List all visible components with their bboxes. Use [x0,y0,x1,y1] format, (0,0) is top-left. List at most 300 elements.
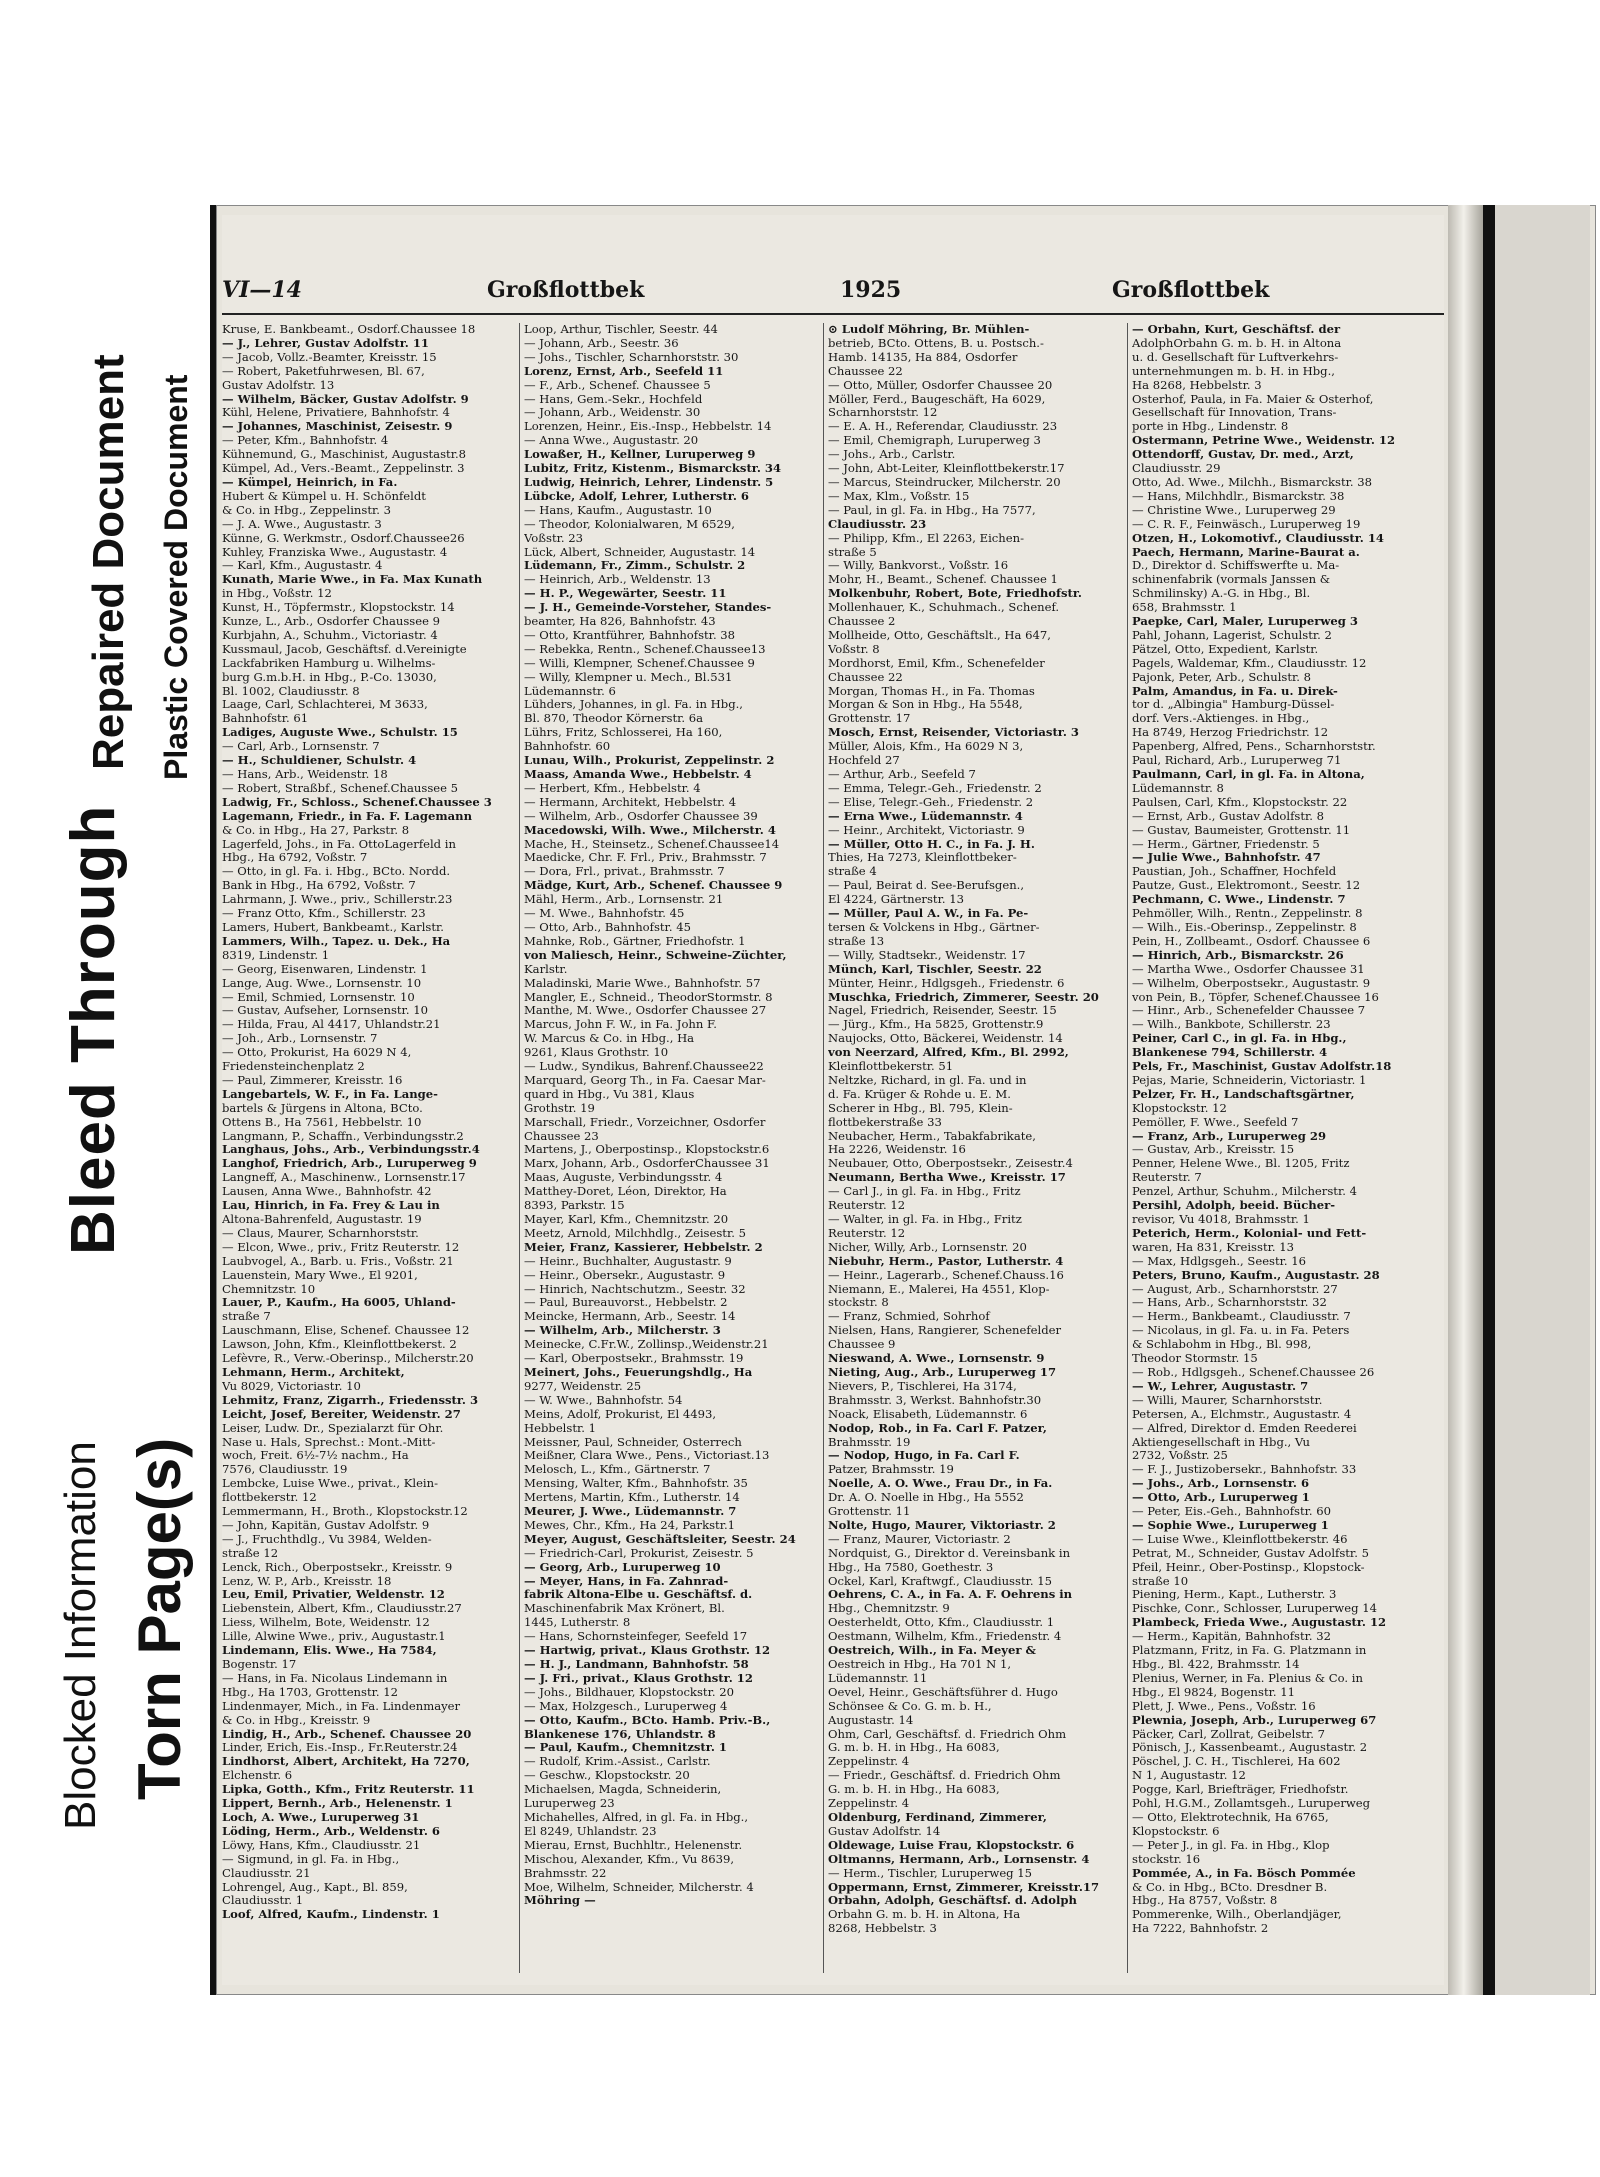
directory-entry: Penner, Helene Wwe., Bl. 1205, Fritz [1132,1157,1350,1171]
directory-entry: — Carl J., in gl. Fa. in Hbg., Fritz [828,1185,1021,1199]
directory-entry: — Dora, Frl., privat., Brahmsstr. 7 [524,865,725,879]
directory-entry: Nagel, Friedrich, Reisender, Seestr. 15 [828,1004,1057,1018]
directory-entry: von Neerzard, Alfred, Kfm., Bl. 2992, [828,1046,1069,1060]
directory-entry: Scharnhorststr. 12 [828,406,938,420]
directory-entry: Chaussee 2 [828,615,896,629]
directory-entry: Lück, Albert, Schneider, Augustastr. 14 [524,545,756,559]
directory-entry: — Otto, Arb., Bahnhofstr. 45 [524,920,691,934]
directory-entry: — M. Wwe., Bahnhofstr. 45 [524,907,685,921]
directory-entry: Peterich, Herm., Kolonial- und Fett- [1132,1226,1367,1240]
directory-entry: Schmilinsky) A.-G. in Hbg., Bl. [1132,587,1311,601]
directory-entry: Lohrengel, Aug., Kapt., Bl. 859, [222,1880,408,1894]
directory-entry: Persihl, Adolph, beeid. Bücher- [1132,1199,1336,1213]
directory-entry: Langneff, A., Maschinenw., Lornsenstr.17 [222,1171,466,1185]
directory-entry: Liebenstein, Albert, Kfm., Claudiusstr.27 [222,1602,462,1616]
directory-entry: Pautze, Gust., Elektromont., Seestr. 12 [1132,879,1361,893]
directory-entry: Chaussee 22 [828,670,903,684]
directory-entry: Otto, Ad. Wwe., Milchh., Bismarckstr. 38 [1132,475,1373,489]
directory-entry: Kümpel, Ad., Vers.-Beamt., Zeppelinstr. 3 [222,462,465,476]
directory-entry: Naujocks, Otto, Bäckerei, Weidenstr. 14 [828,1032,1063,1046]
directory-entry: Marquard, Georg Th., in Fa. Caesar Mar- [524,1073,766,1087]
directory-entry: Nodop, Rob., in Fa. Carl F. Patzer, [828,1421,1047,1435]
directory-entry: Oesterheldt, Otto, Kfm., Claudiusstr. 1 [828,1616,1055,1630]
directory-entry: Kunze, L., Arb., Osdorfer Chaussee 9 [222,615,441,629]
directory-entry: Mensing, Walter, Kfm., Bahnhofstr. 35 [524,1477,748,1491]
directory-entry: Lüdemann, Fr., Zimm., Schulstr. 2 [524,559,746,573]
directory-entry: Lübcke, Adolf, Lehrer, Lutherstr. 6 [524,489,749,503]
directory-entry: — Otto, Kaufm., BCto. Hamb. Priv.-B., [524,1713,771,1727]
directory-entry: Kühnemund, G., Maschinist, Augustastr.8 [222,448,467,462]
directory-entry: betrieb, BCto. Ottens, B. u. Postsch.- [828,336,1044,350]
directory-entry: stockstr. 8 [828,1296,889,1310]
directory-entry: — John, Abt-Leiter, Kleinflottbekerstr.17 [828,462,1065,476]
directory-entry: Platzmann, Fritz, in Fa. G. Platzmann in [1132,1644,1367,1658]
directory-entry: Loop, Arthur, Tischler, Seestr. 44 [524,323,718,336]
directory-entry: Piening, Herm., Kapt., Lutherstr. 3 [1132,1588,1337,1602]
directory-entry: Lehmitz, Franz, Zigarrh., Friedensstr. 3 [222,1393,479,1407]
directory-entry: Bahnhofstr. 60 [524,740,611,754]
directory-entry: Pehmöller, Wilh., Rentn., Zeppelinstr. 8 [1132,907,1363,921]
directory-entry: Nordquist, G., Direktor d. Vereinsbank in [828,1546,1071,1560]
directory-entry: — Paul, Kaufm., Chemnitzstr. 1 [524,1741,727,1755]
directory-entry: Martens, J., Oberpostinsp., Klopstockstr.6 [524,1143,770,1157]
directory-entry: — Orbahn, Kurt, Geschäftsf. der [1132,323,1341,336]
directory-entry: — Franz, Arb., Luruperweg 29 [1132,1129,1327,1143]
directory-entry: — Kümpel, Heinrich, in Fa. [222,475,398,489]
directory-entry: — Otto, Krantführer, Bahnhofstr. 38 [524,628,736,642]
directory-entry: Reuterstr. 12 [828,1199,906,1213]
directory-entry: — W. Wwe., Bahnhofstr. 54 [524,1393,683,1407]
directory-entry: — J., Lehrer, Gustav Adolfstr. 11 [222,336,429,350]
directory-entry: Lehmann, Herm., Architekt, [222,1365,405,1379]
directory-entry: — Hartwig, privat., Klaus Grothstr. 12 [524,1644,771,1658]
directory-entry: Münter, Heinr., Hdlgsgeh., Friedenstr. 6 [828,976,1065,990]
directory-entry: — Hinrich, Arb., Bismarckstr. 26 [1132,948,1344,962]
directory-entry: — Herm., Gärtner, Friedenstr. 5 [1132,837,1320,851]
directory-entry: — Claus, Maurer, Scharnhorststr. [222,1226,419,1240]
directory-entry: Lackfabriken Hamburg u. Wilhelms- [222,656,436,670]
directory-entry: Chaussee 22 [828,364,903,378]
directory-entry: Ostermann, Petrine Wwe., Weidenstr. 12 [1132,434,1396,448]
directory-entry: & Co. in Hbg., Kreisstr. 9 [222,1713,371,1727]
directory-entry: Molkenbuhr, Robert, Bote, Friedhofstr. [828,587,1082,601]
directory-entry: — Georg, Arb., Luruperweg 10 [524,1560,721,1574]
directory-entry: Künne, G. Werkmstr., Osdorf.Chaussee26 [222,531,465,545]
directory-entry: Theodor Stormstr. 15 [1132,1352,1258,1366]
directory-entry: Plenius, Werner, in Fa. Plenius & Co. in [1132,1671,1363,1685]
directory-entry: — Elcon, Wwe., priv., Fritz Reuterstr. 12 [222,1240,460,1254]
directory-entry: — Wilhelm, Arb., Osdorfer Chaussee 39 [524,809,758,823]
directory-entry: Orbahn, Adolph, Geschäftsf. d. Adolph [828,1894,1077,1908]
directory-entry: Plambeck, Frieda Wwe., Augustastr. 12 [1132,1616,1387,1630]
directory-entry: Niebuhr, Herm., Pastor, Lutherstr. 4 [828,1254,1064,1268]
directory-entry: Otzen, H., Lokomotivf., Claudiusstr. 14 [1132,531,1384,545]
directory-entry: — Hans, Milchhdlr., Bismarckstr. 38 [1132,489,1345,503]
directory-entry: Meyer, August, Geschäftsleiter, Seestr. 24 [524,1532,796,1546]
directory-entry: Chaussee 9 [828,1338,896,1352]
directory-entry: — Rob., Hdlgsgeh., Schenef.Chaussee 26 [1132,1365,1375,1379]
directory-entry: Oldenburg, Ferdinand, Zimmerer, [828,1810,1047,1824]
directory-entry: — Elise, Telegr.-Geh., Friedenstr. 2 [828,795,1034,809]
directory-entry: Müller, Alois, Kfm., Ha 6029 N 3, [828,740,1024,754]
directory-entry: Marschall, Friedr., Vorzeichner, Osdorfer [524,1115,766,1129]
directory-entry: Lembcke, Luise Wwe., privat., Klein- [222,1477,439,1491]
directory-entry: — Hinrich, Nachtschutzm., Seestr. 32 [524,1282,746,1296]
directory-entry: Hamb. 14135, Ha 884, Osdorfer [828,350,1018,364]
directory-entry: — Jürg., Kfm., Ha 5825, Grottenstr.9 [828,1018,1044,1032]
directory-entry: Lahrmann, J. Wwe., priv., Schillerstr.23 [222,893,453,907]
directory-entry: Osterhof, Paula, in Fa. Maier & Osterhof, [1132,392,1374,406]
directory-entry: — Willy, Stadtsekr., Weidenstr. 17 [828,948,1026,962]
directory-entry: Hbg., El 9824, Bogenstr. 11 [1132,1685,1295,1699]
directory-entry: dorf. Vers.-Aktienges. in Hbg., [1132,712,1310,726]
directory-entry: Papenberg, Alfred, Pens., Scharnhorststr. [1132,740,1376,754]
directory-entry: waren, Ha 831, Kreisstr. 13 [1132,1240,1295,1254]
directory-entry: Peiner, Carl C., in gl. Fa. in Hbg., [1132,1032,1347,1046]
directory-entry: Grottenstr. 17 [828,712,911,726]
directory-entry: Kunst, H., Töpfermstr., Klopstockstr. 14 [222,601,455,615]
place-heading-left: Großflottbek [487,277,645,303]
directory-entry: Paepke, Carl, Maler, Luruperweg 3 [1132,615,1358,629]
column-divider [519,323,520,1973]
directory-entry: — Ernst, Arb., Gustav Adolfstr. 8 [1132,809,1325,823]
directory-entry: Lubitz, Fritz, Kistenm., Bismarckstr. 34 [524,462,782,476]
directory-entry: — Julie Wwe., Bahnhofstr. 47 [1132,851,1321,865]
directory-entry: Muschka, Friedrich, Zimmerer, Seestr. 20 [828,990,1099,1004]
directory-entry: Brahmsstr. 19 [828,1435,911,1449]
directory-entry: Päcker, Carl, Zollrat, Geibelstr. 7 [1132,1727,1325,1741]
directory-entry: Lagerfeld, Johs., in Fa. OttoLagerfeld in [222,837,456,851]
directory-entry: — Herbert, Kfm., Hebbelstr. 4 [524,781,701,795]
directory-entry: — Hermann, Architekt, Hebbelstr. 4 [524,795,737,809]
directory-entry: — Rebekka, Rentn., Schenef.Chaussee13 [524,642,766,656]
directory-entry: Kurbjahn, A., Schuhm., Victoriastr. 4 [222,628,438,642]
directory-entry: Mohr, H., Beamt., Schenef. Chaussee 1 [828,573,1058,587]
directory-entry: — Heinr., Lagerarb., Schenef.Chauss.16 [828,1268,1064,1282]
directory-entry: — Herm., Bankbeamt., Claudiusstr. 7 [1132,1310,1351,1324]
directory-entry: Bahnhofstr. 61 [222,712,309,726]
directory-entry: Lange, Aug. Wwe., Lornsenstr. 10 [222,976,422,990]
directory-entry: Ottendorff, Gustav, Dr. med., Arzt, [1132,448,1354,462]
directory-entry: Mähl, Herm., Arb., Lornsenstr. 21 [524,893,724,907]
directory-entry: & Co. in Hbg., BCto. Dresdner B. [1132,1880,1328,1894]
directory-entry: Mahnke, Rob., Gärtner, Friedhofstr. 1 [524,934,746,948]
directory-entry: — Müller, Paul A. W., in Fa. Pe- [828,907,1029,921]
directory-entry: — Wilhelm, Bäcker, Gustav Adolfstr. 9 [222,392,469,406]
directory-entry: — Marcus, Steindrucker, Milcherstr. 20 [828,475,1061,489]
directory-entry: Lauenstein, Mary Wwe., El 9201, [222,1268,418,1282]
directory-entry: — Hinr., Arb., Schenefelder Chaussee 7 [1132,1004,1366,1018]
directory-entry: Lagemann, Friedr., in Fa. F. Lagemann [222,809,473,823]
directory-entry: von Pein, B., Töpfer, Schenef.Chaussee 16 [1132,990,1379,1004]
directory-entry: stockstr. 16 [1132,1852,1201,1866]
directory-entry: Lauschmann, Elise, Schenef. Chaussee 12 [222,1324,470,1338]
directory-entry: Hbg., Ha 1703, Grottenstr. 12 [222,1685,399,1699]
directory-entry: Laubvogel, A., Barb. u. Fris., Voßstr. 21 [222,1254,454,1268]
directory-entry: Claudiusstr. 29 [1132,462,1221,476]
label-repaired-document: Repaired Document [84,354,133,770]
directory-entry: — Robert, Paketfuhrwesen, Bl. 67, [222,364,425,378]
directory-entry: — Arthur, Arb., Seefeld 7 [828,768,976,781]
directory-entry: Pahl, Johann, Lagerist, Schulstr. 2 [1132,628,1332,642]
column-divider [823,323,824,1973]
directory-entry: — Luise Wwe., Kleinflottbekerstr. 46 [1132,1532,1348,1546]
directory-entry: bartels & Jürgens in Altona, BCto. [222,1101,423,1115]
column-2 [524,323,816,1973]
directory-entry: Kruse, E. Bankbeamt., Osdorf.Chaussee 18 [222,323,476,336]
directory-entry: — Max, Klm., Voßstr. 15 [828,489,970,503]
directory-entry: Oestreich in Hbg., Ha 701 N 1, [828,1658,1012,1671]
directory-entry: Gesellschaft für Innovation, Trans- [1132,406,1337,420]
directory-entry: Ohm, Carl, Geschäftsf. d. Friedrich Ohm [828,1727,1067,1741]
directory-entry: — Willi, Klempner, Schenef.Chaussee 9 [524,656,755,670]
directory-entry: Mosch, Ernst, Reisender, Victoriastr. 3 [828,726,1079,740]
directory-entry: Claudiusstr. 23 [828,517,927,531]
directory-entry: — Hans, in Fa. Nicolaus Lindemann in [222,1671,448,1685]
directory-entry: Niemann, E., Malerei, Ha 4551, Klop- [828,1282,1050,1296]
directory-entry: Mache, H., Steinsetz., Schenef.Chaussee14 [524,837,780,851]
directory-entry: Ladwig, Fr., Schloss., Schenef.Chaussee 3 [222,795,492,809]
directory-entry: Friedensteinchenplatz 2 [222,1060,365,1074]
directory-entry: Neubauer, Otto, Oberpostsekr., Zeisestr.4 [828,1157,1073,1171]
directory-entry: Hbg., Ha 7580, Goethestr. 3 [828,1560,994,1574]
directory-entry: — H., Schuldiener, Schulstr. 4 [222,754,417,768]
directory-entry: AdolphOrbahn G. m. b. H. in Altona [1132,336,1342,350]
directory-entry: Luruperweg 23 [524,1797,615,1811]
directory-entry: Mewes, Chr., Kfm., Ha 24, Parkstr.1 [524,1518,736,1532]
directory-entry: — Robert, Straßbf., Schenef.Chaussee 5 [222,781,459,795]
directory-entry: Langhof, Friedrich, Arb., Luruperweg 9 [222,1157,477,1171]
directory-entry: Oltmanns, Hermann, Arb., Lornsenstr. 4 [828,1852,1090,1866]
directory-entry: Chaussee 23 [524,1129,599,1143]
directory-entry: Oldewage, Luise Frau, Klopstockstr. 6 [828,1838,1075,1852]
directory-entry: — Emil, Schmied, Lornsenstr. 10 [222,990,415,1004]
directory-entry: Möller, Ferd., Baugeschäft, Ha 6029, [828,392,1046,406]
directory-entry: Voßstr. 23 [524,531,584,545]
directory-entry: Lorenzen, Heinr., Eis.-Insp., Hebbelstr. 14 [524,420,772,434]
directory-entry: Meinert, Johs., Feuerungshdlg., Ha [524,1365,753,1379]
directory-entry: — Johann, Arb., Seestr. 36 [524,336,679,350]
directory-entry: Hbg., Chemnitzstr. 9 [828,1602,950,1616]
directory-entry: & Co. in Hbg., Ha 27, Parkstr. 8 [222,823,410,837]
directory-entry: — Otto, in gl. Fa. i. Hbg., BCto. Nordd. [222,865,451,879]
directory-entry: Kussmaul, Jacob, Geschäftsf. d.Vereinigte [222,642,467,656]
directory-entry: Pogge, Karl, Briefträger, Friedhofstr. [1132,1783,1349,1797]
year-heading: 1925 [840,277,902,303]
directory-entry: Maas, Auguste, Verbindungsstr. 4 [524,1171,723,1185]
directory-entry: Meissner, Paul, Schneider, Osterrech [524,1435,742,1449]
directory-entry: Ockel, Karl, Kraftwgf., Claudiusstr. 15 [828,1574,1053,1588]
directory-entry: Maass, Amanda Wwe., Hebbelstr. 4 [524,768,752,781]
directory-entry: — Anna Wwe., Augustastr. 20 [524,434,699,448]
directory-entry: Meißner, Clara Wwe., Pens., Victoriast.13 [524,1449,770,1463]
directory-entry: Oestreich, Wilh., in Fa. Meyer & [828,1644,1036,1658]
directory-entry: — Johs., Arb., Carlstr. [828,448,956,462]
directory-entry: — Karl, Kfm., Augustastr. 4 [222,559,383,573]
directory-entry: Gustav Adolfstr. 14 [828,1824,941,1838]
directory-entry: Vu 8029, Victoriastr. 10 [222,1379,361,1393]
directory-entry: Oestmann, Wilhelm, Kfm., Friedenstr. 4 [828,1630,1062,1644]
directory-entry: Patzer, Brahmsstr. 19 [828,1463,954,1477]
directory-entry: — Sophie Wwe., Luruperweg 1 [1132,1518,1329,1532]
directory-entry: Langmann, P., Schaffn., Verbindungsstr.2 [222,1129,464,1143]
directory-entry: u. d. Gesellschaft für Luftverkehrs- [1132,350,1339,364]
directory-entry: — Herm., Kapitän, Bahnhofstr. 32 [1132,1630,1332,1644]
directory-entry: Leiser, Ludw. Dr., Spezialarzt für Ohr. [222,1421,444,1435]
directory-entry: — Wilh., Bankbote, Schillerstr. 23 [1132,1018,1331,1032]
binding-edge [1448,205,1483,1995]
directory-entry: Mordhorst, Emil, Kfm., Schenefelder [828,656,1045,670]
directory-entry: Macedowski, Wilh. Wwe., Milcherstr. 4 [524,823,776,837]
directory-entry: beamter, Ha 826, Bahnhofstr. 43 [524,615,716,629]
directory-entry: 2732, Voßstr. 25 [1132,1449,1228,1463]
directory-entry: Bl. 870, Theodor Körnerstr. 6a [524,712,704,726]
directory-entry: — August, Arb., Scharnhorststr. 27 [1132,1282,1338,1296]
directory-entry: — Geschw., Klopstockstr. 20 [524,1769,690,1783]
directory-entry: — Willy, Bankvorst., Voßstr. 16 [828,559,1009,573]
directory-entry: 8268, Hebbelstr. 3 [828,1922,937,1936]
directory-entry: — Hans, Schornsteinfeger, Seefeld 17 [524,1630,748,1644]
directory-entry: Lenck, Rich., Oberpostsekr., Kreisstr. 9 [222,1560,453,1574]
directory-entry: — Ludw., Syndikus, Bahrenf.Chaussee22 [524,1060,764,1074]
directory-entry: burg G.m.b.H. in Hbg., P.-Co. 13030, [222,670,437,684]
directory-entry: — Hans, Kaufm., Augustastr. 10 [524,503,712,517]
column-4 [1132,323,1424,1973]
directory-entry: — Emma, Telegr.-Geh., Friedenstr. 2 [828,781,1042,795]
directory-entry: Grottenstr. 11 [828,1505,911,1519]
directory-entry: — Emil, Chemigraph, Luruperweg 3 [828,434,1041,448]
directory-entry: — J., Fruchthdlg., Vu 3984, Welden- [222,1532,432,1546]
directory-entry: Petersen, A., Elchmstr., Augustastr. 4 [1132,1407,1352,1421]
directory-entry: Nolte, Hugo, Maurer, Viktoriastr. 2 [828,1518,1056,1532]
directory-entry: — Rudolf, Krim.-Assist., Carlstr. [524,1755,711,1769]
directory-entry: Lipka, Gotth., Kfm., Fritz Reuterstr. 11 [222,1783,475,1797]
directory-entry: Meetz, Arnold, Milchhdlg., Zeisestr. 5 [524,1226,746,1240]
directory-entry: Paech, Hermann, Marine-Baurat a. [1132,545,1360,559]
directory-entry: — Gustav, Aufseher, Lornsenstr. 10 [222,1004,428,1018]
directory-entry: — H. P., Wegewärter, Seestr. 11 [524,587,727,601]
directory-entry: Lippert, Bernh., Arb., Helenenstr. 1 [222,1797,453,1811]
directory-entry: Nase u. Hals, Sprechst.: Mont.-Mitt- [222,1435,436,1449]
directory-entry: 7576, Claudiusstr. 19 [222,1463,348,1477]
adjacent-page-edge [1495,205,1590,1995]
directory-entry: Löding, Herm., Arb., Weldenstr. 6 [222,1824,440,1838]
directory-entry: Pischke, Conr., Schlosser, Luruperweg 14 [1132,1602,1377,1616]
directory-entry: — J. A. Wwe., Augustastr. 3 [222,517,382,531]
directory-entry: Karlstr. [524,962,568,976]
directory-entry: Kühl, Helene, Privatiere, Bahnhofstr. 4 [222,406,450,420]
directory-entry: — Paul, Zimmerer, Kreisstr. 16 [222,1073,403,1087]
directory-entry: Bogenstr. 17 [222,1658,297,1671]
directory-entry: Peters, Bruno, Kaufm., Augustastr. 28 [1132,1268,1380,1282]
directory-entry: — J. Fri., privat., Klaus Grothstr. 12 [524,1671,753,1685]
directory-entry: G. m. b. H. in Hbg., Ha 6083, [828,1783,1000,1797]
directory-entry: Maladinski, Marie Wwe., Bahnhofstr. 57 [524,976,761,990]
place-heading-right: Großflottbek [1112,277,1270,303]
directory-entry: Lüdemannstr. 11 [828,1671,928,1685]
gutter-shadow [1483,205,1495,1995]
directory-entry: Brahmsstr. 3, Werkst. Bahnhofstr.30 [828,1393,1042,1407]
directory-entry: Claudiusstr. 21 [222,1866,311,1880]
directory-entry: Gustav Adolfstr. 13 [222,378,335,392]
directory-entry: Lille, Alwine Wwe., priv., Augustastr.1 [222,1630,446,1644]
directory-entry: — Friedr., Geschäftsf. d. Friedrich Ohm [828,1769,1061,1783]
directory-entry: Pfeil, Heinr., Ober-Postinsp., Klopstock- [1132,1560,1365,1574]
directory-entry: Lüdemannstr. 6 [524,684,616,698]
directory-entry: Palm, Amandus, in Fa. u. Direk- [1132,684,1338,698]
directory-entry: — Theodor, Kolonialwaren, M 6529, [524,517,735,531]
directory-entry: Scherer in Hbg., Bl. 795, Klein- [828,1101,1013,1115]
directory-entry: — C. R. F., Feinwäsch., Luruperweg 19 [1132,517,1361,531]
directory-entry: Pommerenke, Wilh., Oberlandjäger, [1132,1908,1342,1922]
directory-entry: Penzel, Arthur, Schuhm., Milcherstr. 4 [1132,1185,1357,1199]
directory-entry: Ha 2226, Weidenstr. 16 [828,1143,966,1157]
directory-entry: woch, Freit. 6½-7½ nachm., Ha [222,1449,409,1463]
directory-entry: Lawson, John, Kfm., Kleinflottbekerst. 2 [222,1338,457,1352]
directory-entry: tor d. „Albingia" Hamburg-Düssel- [1132,698,1335,712]
directory-entry: Langhaus, Johs., Arb., Verbindungsstr.4 [222,1143,480,1157]
directory-entry: straße 12 [222,1546,279,1560]
directory-entry: W. Marcus & Co. in Hbg., Ha [524,1032,695,1046]
directory-entry: Mayer, Karl, Kfm., Chemnitzstr. 20 [524,1213,729,1226]
directory-entry: Moe, Wilhelm, Schneider, Milcherstr. 4 [524,1880,754,1894]
label-blocked-information: Blocked Information [56,1441,105,1830]
directory-entry: — Heinr., Obersekr., Augustastr. 9 [524,1268,726,1282]
directory-entry: Schönsee & Co. G. m. b. H., [828,1699,992,1713]
directory-entry: — Otto, Elektrotechnik, Ha 6765, [1132,1810,1329,1824]
directory-entry: Pelzer, Fr. H., Landschaftsgärtner, [1132,1087,1355,1101]
directory-entry: Noelle, A. O. Wwe., Frau Dr., in Fa. [828,1477,1053,1491]
directory-entry: — F. J., Justizobersekr., Bahnhofstr. 33 [1132,1463,1357,1477]
directory-entry: Ha 8268, Hebbelstr. 3 [1132,378,1262,392]
directory-entry: — Hans, Arb., Weidenstr. 18 [222,768,388,781]
directory-entry: Brahmsstr. 22 [524,1866,607,1880]
directory-entry: Hochfeld 27 [828,754,900,768]
directory-entry: Nievers, P., Tischlerei, Ha 3174, [828,1379,1017,1393]
directory-entry: — Otto, Müller, Osdorfer Chaussee 20 [828,378,1053,392]
directory-entry: — Paul, in gl. Fa. in Hbg., Ha 7577, [828,503,1036,517]
directory-entry: Pönisch, J., Kassenbeamt., Augustastr. 2 [1132,1741,1368,1755]
directory-entry: Pommée, A., in Fa. Bösch Pommée [1132,1866,1356,1880]
directory-entry: Bl. 1002, Claudiusstr. 8 [222,684,360,698]
directory-entry: — Philipp, Kfm., El 2263, Eichen- [828,531,1024,545]
directory-entry: Pechmann, C. Wwe., Lindenstr. 7 [1132,893,1346,907]
directory-entry: 658, Brahmsstr. 1 [1132,601,1237,615]
directory-entry: El 8249, Uhlandstr. 23 [524,1824,657,1838]
directory-entry: Paulsen, Carl, Kfm., Klopstockstr. 22 [1132,795,1348,809]
directory-entry: Lunau, Wilh., Prokurist, Zeppelinstr. 2 [524,754,775,768]
directory-entry: G. m. b. H. in Hbg., Ha 6083, [828,1741,1000,1755]
directory-entry: — F., Arb., Schenef. Chaussee 5 [524,378,711,392]
directory-entry: Loch, A. Wwe., Luruperweg 31 [222,1810,420,1824]
directory-entry: Möhring — [524,1894,596,1908]
directory-entry: Meins, Adolf, Prokurist, El 4493, [524,1407,717,1421]
directory-entry: — Franz, Maurer, Victoriastr. 2 [828,1532,1011,1546]
directory-entry: ⊙ Ludolf Möhring, Br. Mühlen- [828,323,1030,336]
directory-entry: Lammers, Wilh., Tapez. u. Dek., Ha [222,934,451,948]
directory-entry: flottbekerstraße 33 [828,1115,942,1129]
directory-entry: — Müller, Otto H. C., in Fa. J. H. [828,837,1035,851]
directory-entry: — Peter, Kfm., Bahnhofstr. 4 [222,434,389,448]
directory-entry: Liess, Wilhelm, Bote, Weidenstr. 12 [222,1616,430,1630]
directory-entry: — Karl, Oberpostsekr., Brahmsstr. 19 [524,1352,744,1366]
directory-entry: — Johannes, Maschinist, Zeisestr. 9 [222,420,453,434]
directory-entry: Pöschel, J. C. H., Tischlerei, Ha 602 [1132,1755,1341,1769]
directory-entry: N 1, Augustastr. 12 [1132,1769,1246,1783]
directory-entry: El 4224, Gärtnerstr. 13 [828,893,964,907]
directory-entry: Noack, Elisabeth, Lüdemannstr. 6 [828,1407,1028,1421]
directory-entry: — Johs., Tischler, Scharnhorststr. 30 [524,350,739,364]
